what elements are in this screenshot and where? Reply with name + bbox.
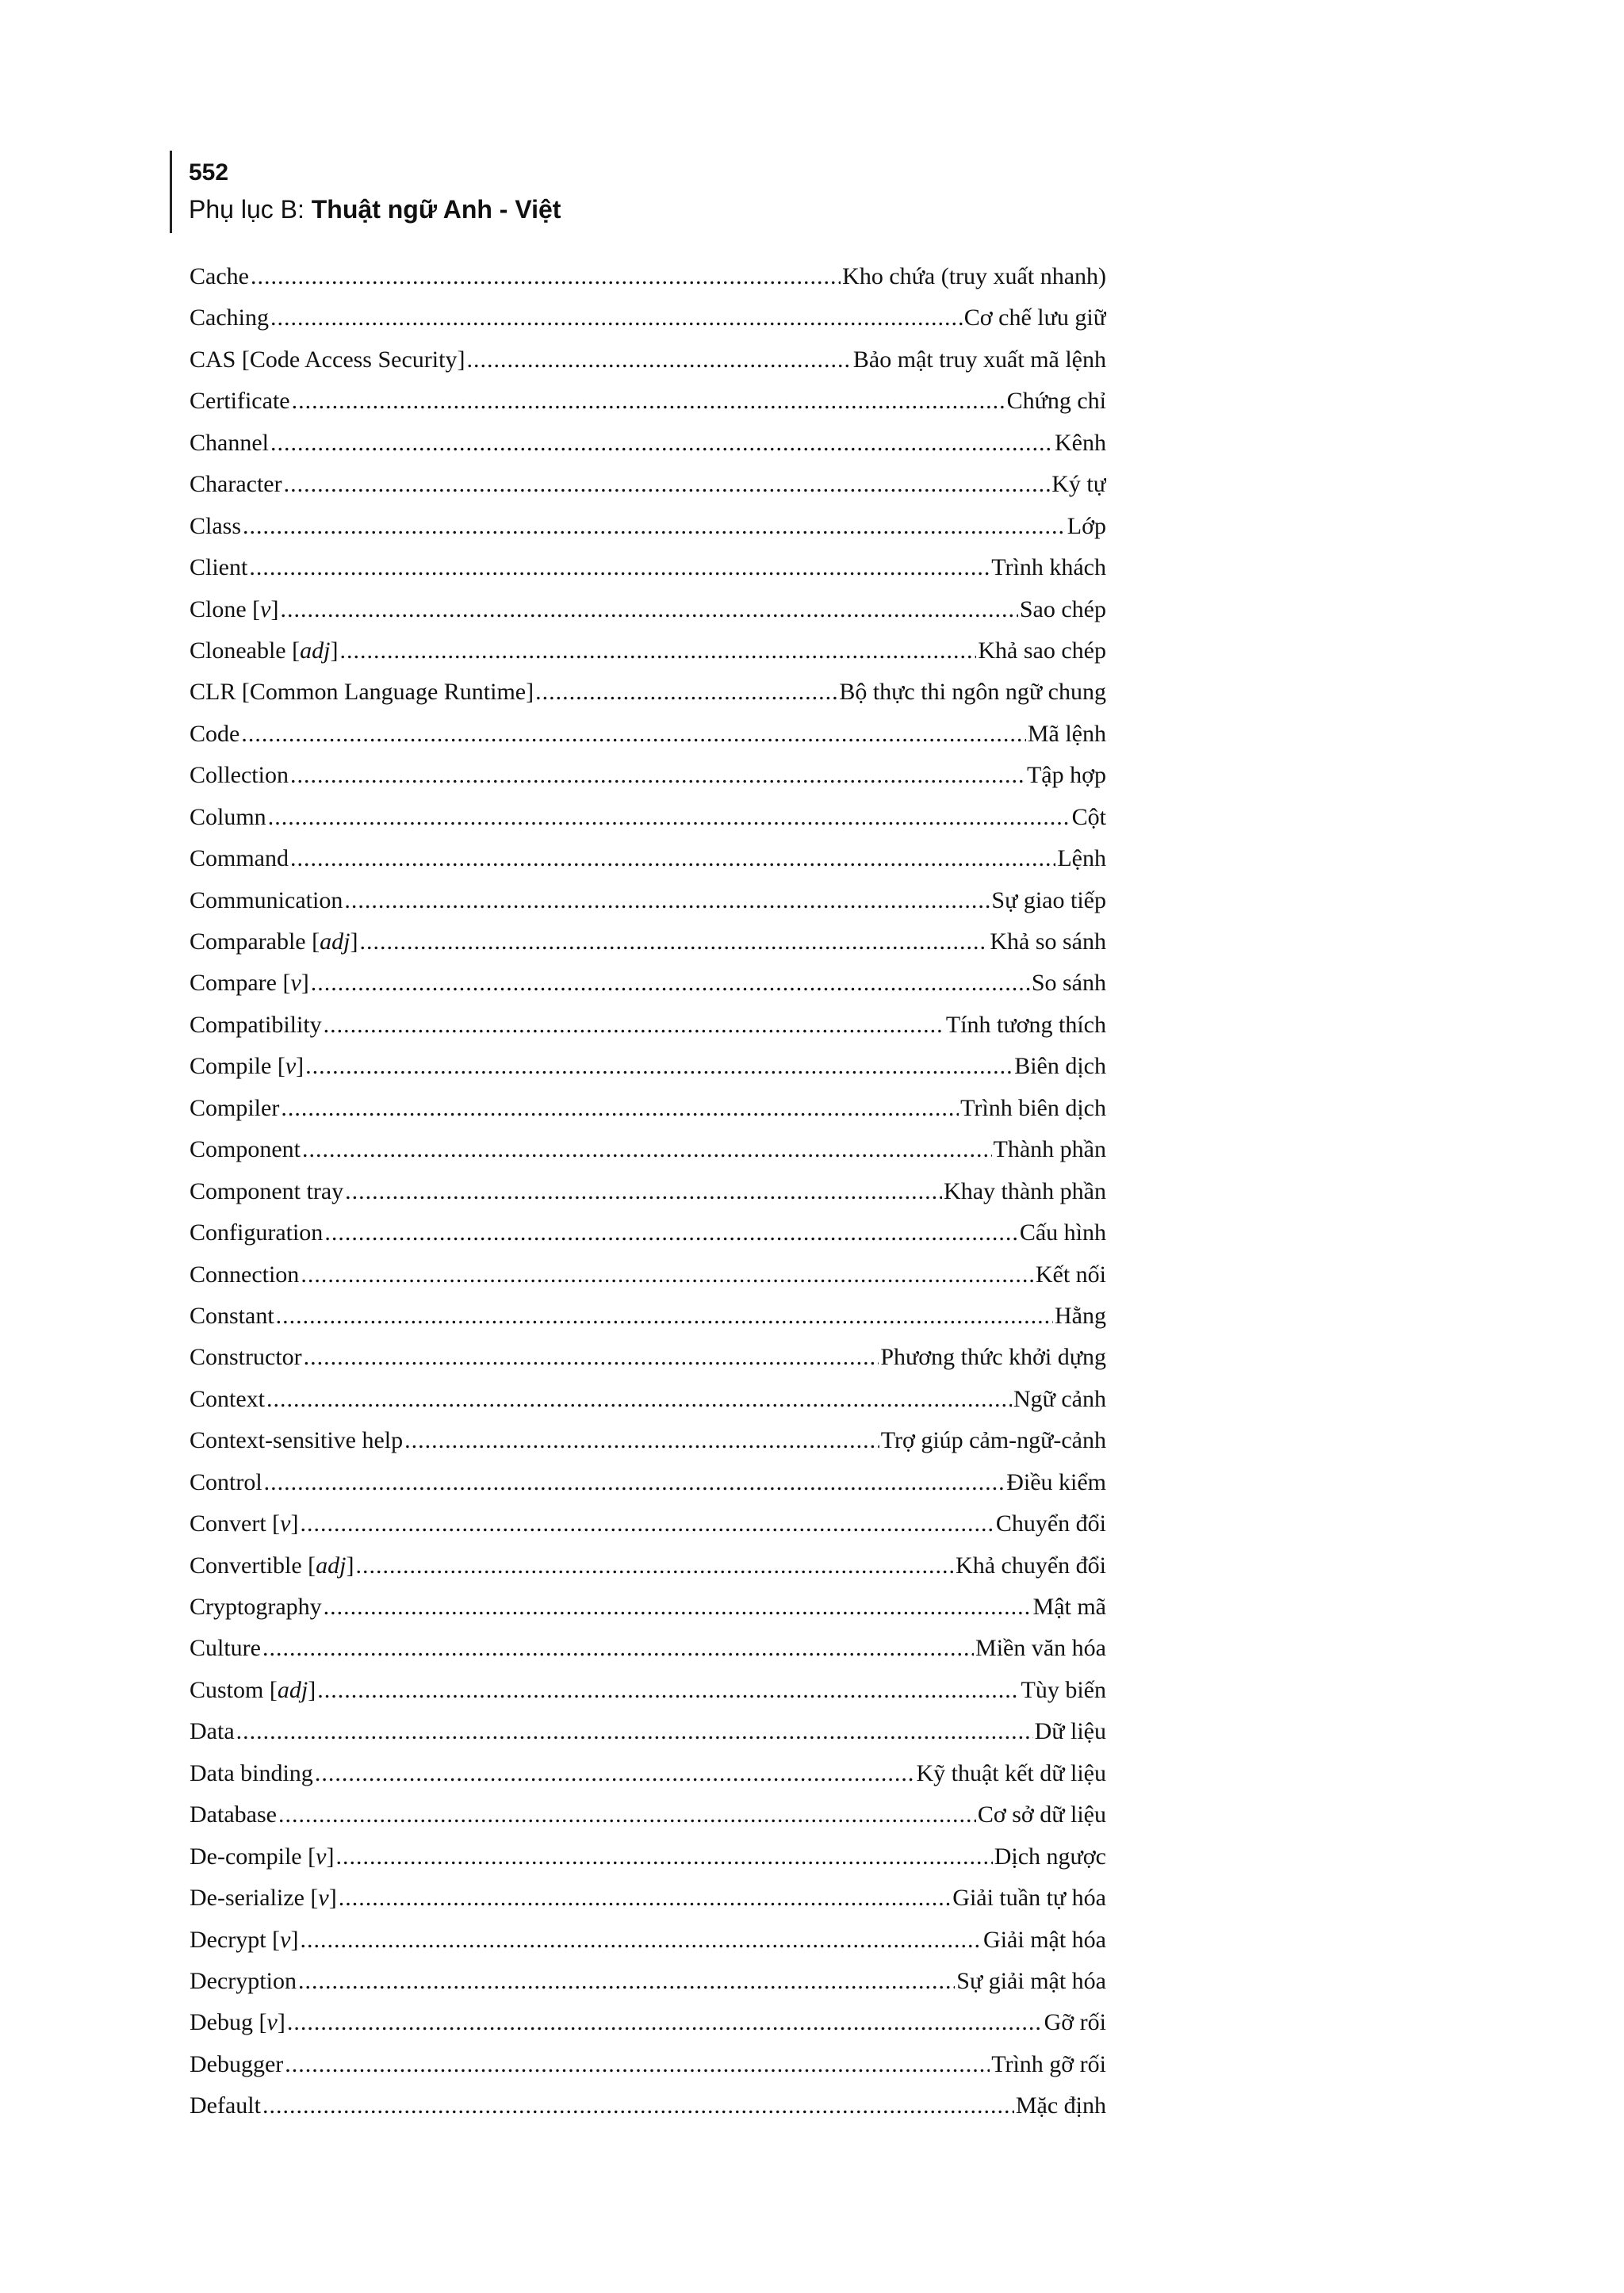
entry-term-text: Configuration — [190, 1219, 324, 1246]
header-rule — [170, 151, 172, 233]
entry-term — [190, 1337, 302, 1378]
entry-term — [190, 1254, 299, 1296]
dot-leader — [281, 589, 1018, 630]
entry-term-text: Custom — [190, 1676, 264, 1703]
glossary-entry — [190, 2002, 1106, 2043]
entry-term-text: De-compile — [190, 1843, 302, 1870]
entry-term: Cloneable [adj] — [190, 637, 339, 664]
entry-word-class: v — [260, 595, 271, 622]
entry-word-class: v — [280, 1510, 291, 1537]
entry-term-text: Code — [190, 720, 240, 747]
dot-leader — [270, 423, 1053, 464]
glossary-entry — [190, 1088, 1106, 1129]
entry-translation: Biên dịch — [1014, 1053, 1106, 1080]
entry-term — [190, 672, 534, 713]
entry-translation: Sự giải mật hóa — [956, 1967, 1106, 1994]
entry-translation: Miền văn hóa — [975, 1635, 1106, 1662]
glossary-entry — [190, 1171, 1106, 1212]
page-number: 552 — [189, 159, 229, 186]
glossary-entry — [190, 2044, 1106, 2085]
dot-leader — [251, 256, 841, 297]
glossary-entry — [190, 1628, 1106, 1669]
entry-term — [190, 1296, 274, 1337]
entry-translation: Lớp — [1067, 512, 1106, 539]
dot-leader — [262, 1628, 974, 1669]
glossary-entry — [190, 797, 1106, 838]
glossary-entry — [190, 589, 1106, 630]
glossary-entry — [190, 297, 1106, 339]
glossary-entry — [190, 381, 1106, 422]
glossary-entry — [190, 506, 1106, 547]
entry-term — [190, 714, 239, 755]
entry-translation: Lệnh — [1057, 845, 1106, 872]
entry-translation: Chứng chỉ — [1006, 388, 1106, 415]
dot-leader — [270, 297, 963, 339]
dot-leader — [241, 714, 1026, 755]
running-title — [189, 190, 561, 228]
entry-term: Compare [v] — [190, 970, 309, 997]
entry-translation: Dịch ngược — [994, 1843, 1106, 1870]
glossary-entry — [190, 1129, 1106, 1170]
glossary-entry — [190, 1462, 1106, 1503]
dot-leader — [324, 1212, 1018, 1254]
dot-leader — [466, 339, 851, 381]
entry-translation: Sự giao tiếp — [991, 886, 1106, 913]
entry-term-text: Cloneable — [190, 637, 286, 664]
entry-translation: Ngữ cảnh — [1013, 1385, 1106, 1412]
entry-translation: Mã lệnh — [1027, 720, 1106, 747]
dot-leader — [236, 1711, 1033, 1752]
entry-word-class: adj — [320, 928, 350, 955]
entry-term — [190, 838, 289, 879]
entry-translation: Trình gỡ rối — [991, 2050, 1106, 2077]
entry-term: Debug [v] — [190, 2009, 285, 2036]
appendix-label: Phụ lục B: — [189, 195, 312, 224]
glossary-entry — [190, 1920, 1106, 1961]
dot-leader — [264, 1462, 1005, 1503]
dot-leader — [315, 1753, 915, 1794]
entry-term — [190, 755, 289, 796]
entry-translation: Khả sao chép — [978, 637, 1106, 664]
entry-term-text: Context-sensitive help — [190, 1427, 404, 1454]
entry-term: De-compile [v] — [190, 1843, 335, 1870]
entry-term — [190, 1961, 297, 2002]
entry-term: Clone [v] — [190, 595, 279, 622]
entry-term-text: Debugger — [190, 2050, 284, 2077]
entry-term — [190, 1462, 262, 1503]
dot-leader — [290, 838, 1055, 879]
entry-term — [190, 256, 249, 297]
entry-translation: Trình biên dịch — [960, 1094, 1106, 1121]
dot-leader — [355, 1545, 954, 1587]
dot-leader — [344, 880, 990, 921]
glossary-entry — [190, 1711, 1106, 1752]
entry-translation: Khả chuyển đổi — [956, 1552, 1106, 1579]
entry-term-text: Cryptography — [190, 1594, 322, 1620]
entry-translation: Kênh — [1055, 429, 1106, 456]
glossary-entry — [190, 547, 1106, 588]
glossary-list — [190, 256, 1106, 2127]
glossary-entry — [190, 1836, 1106, 1878]
entry-term: Compile [v] — [190, 1053, 304, 1080]
glossary-entry — [190, 1046, 1106, 1087]
entry-translation: Phương thức khởi dựng — [880, 1344, 1106, 1371]
entry-term: Comparable [adj] — [190, 928, 358, 955]
entry-term-text: Decrypt — [190, 1926, 266, 1953]
entry-word-class: v — [318, 1885, 329, 1912]
dot-leader — [324, 1587, 1032, 1628]
entry-term-text: Debug — [190, 2009, 253, 2036]
entry-word-class: adj — [300, 637, 331, 664]
entry-translation: Bảo mật truy xuất mã lệnh — [852, 346, 1106, 373]
entry-translation: Điều kiểm — [1006, 1468, 1106, 1495]
dot-leader — [359, 921, 988, 963]
entry-translation: Trợ giúp cảm-ngữ-cảnh — [880, 1427, 1106, 1454]
entry-term — [190, 1711, 235, 1752]
entry-term — [190, 1005, 322, 1046]
entry-term-text: Component tray — [190, 1177, 344, 1204]
entry-term-text: Cache — [190, 263, 249, 289]
entry-term: Convertible [adj] — [190, 1552, 354, 1579]
dot-leader — [324, 1005, 944, 1046]
entry-translation: Kỹ thuật kết dữ liệu — [916, 1759, 1106, 1786]
glossary-entry — [190, 672, 1106, 713]
entry-term-text: Constructor — [190, 1344, 302, 1371]
entry-term — [190, 381, 290, 422]
entry-term-text: Control — [190, 1468, 262, 1495]
entry-term — [190, 1420, 403, 1461]
entry-term — [190, 423, 269, 464]
dot-leader — [304, 1337, 879, 1378]
appendix-title: Thuật ngữ Anh - Việt — [311, 195, 561, 224]
entry-translation: Tính tương thích — [945, 1011, 1106, 1038]
entry-word-class: v — [285, 1053, 297, 1080]
dot-leader — [302, 1129, 992, 1170]
entry-translation: Tập hợp — [1026, 762, 1106, 789]
entry-term — [190, 297, 269, 339]
entry-term-text: Clone — [190, 595, 247, 622]
glossary-entry — [190, 880, 1106, 921]
glossary-entry — [190, 1337, 1106, 1378]
glossary-entry — [190, 963, 1106, 1004]
entry-word-class: adj — [316, 1552, 347, 1579]
entry-term-text: Default — [190, 2092, 261, 2119]
entry-translation: Dữ liệu — [1034, 1718, 1106, 1745]
glossary-entry — [190, 1878, 1106, 1919]
glossary-entry — [190, 1296, 1106, 1337]
glossary-entry — [190, 256, 1106, 297]
entry-term — [190, 1088, 279, 1129]
dot-leader — [404, 1420, 879, 1461]
entry-translation: Gỡ rối — [1044, 2009, 1106, 2036]
entry-term-text: Data binding — [190, 1759, 313, 1786]
dot-leader — [262, 2085, 1014, 2126]
dot-leader — [301, 1254, 1034, 1296]
entry-term-text: Compatibility — [190, 1011, 322, 1038]
entry-translation: Chuyển đổi — [995, 1510, 1106, 1537]
entry-term-text: Column — [190, 803, 266, 830]
entry-term-text: Comparable — [190, 928, 306, 955]
glossary-entry — [190, 423, 1106, 464]
glossary-entry — [190, 1753, 1106, 1794]
dot-leader — [287, 2002, 1043, 2043]
entry-translation: Bộ thực thi ngôn ngữ chung — [839, 679, 1106, 706]
entry-translation: Tùy biến — [1021, 1676, 1106, 1703]
entry-word-class: v — [290, 970, 301, 997]
entry-term-text: Database — [190, 1801, 277, 1828]
glossary-entry — [190, 1212, 1106, 1254]
entry-term-text: Compare — [190, 970, 277, 997]
glossary-entry — [190, 1503, 1106, 1545]
entry-translation: Mặc định — [1015, 2092, 1106, 2119]
entry-term — [190, 1212, 323, 1254]
entry-translation: Cơ sở dữ liệu — [977, 1801, 1106, 1828]
entry-term — [190, 339, 465, 381]
entry-term — [190, 1587, 322, 1628]
entry-term-text: CLR [Common Language Runtime] — [190, 679, 534, 706]
entry-translation: Ký tự — [1051, 471, 1106, 498]
entry-word-class: v — [316, 1843, 327, 1870]
entry-term — [190, 1628, 261, 1669]
dot-leader — [298, 1961, 955, 2002]
entry-translation: Cấu hình — [1019, 1219, 1106, 1246]
entry-term-text: Compiler — [190, 1094, 280, 1121]
glossary-entry — [190, 1794, 1106, 1836]
glossary-entry — [190, 1670, 1106, 1711]
entry-translation: Khả so sánh — [990, 928, 1106, 955]
dot-leader — [278, 1794, 976, 1836]
entry-term-text: Convertible — [190, 1552, 302, 1579]
entry-term-text: Convert — [190, 1510, 266, 1537]
entry-term-text: Collection — [190, 762, 289, 789]
entry-term: De-serialize [v] — [190, 1885, 337, 1912]
entry-term-text: Decryption — [190, 1967, 297, 1994]
entry-term-text: Connection — [190, 1261, 300, 1288]
entry-translation: Khay thành phần — [944, 1177, 1106, 1204]
glossary-entry — [190, 714, 1106, 755]
entry-term-text: Class — [190, 512, 242, 539]
entry-term — [190, 797, 266, 838]
entry-translation: So sánh — [1031, 970, 1106, 997]
page-header — [189, 157, 561, 228]
glossary-entry — [190, 1005, 1106, 1046]
entry-term-text: CAS [Code Access Security] — [190, 346, 465, 373]
entry-term — [190, 880, 343, 921]
entry-term — [190, 1794, 277, 1836]
entry-term-text: De-serialize — [190, 1885, 304, 1912]
entry-translation: Mật mã — [1032, 1594, 1106, 1620]
entry-translation: Giải mật hóa — [983, 1926, 1106, 1953]
dot-leader — [285, 2044, 990, 2085]
entry-term — [190, 464, 282, 505]
entry-term-text: Certificate — [190, 388, 290, 415]
dot-leader — [339, 1878, 952, 1919]
entry-term — [190, 506, 241, 547]
entry-term: Convert [v] — [190, 1510, 299, 1537]
glossary-entry — [190, 630, 1106, 672]
glossary-entry — [190, 339, 1106, 381]
dot-leader — [276, 1296, 1053, 1337]
entry-term-text: Culture — [190, 1635, 261, 1662]
dot-leader — [243, 506, 1066, 547]
entry-term: Decrypt [v] — [190, 1926, 299, 1953]
entry-word-class: v — [266, 2009, 278, 2036]
entry-translation: Cột — [1071, 803, 1106, 830]
dot-leader — [249, 547, 990, 588]
entry-term — [190, 1171, 343, 1212]
glossary-entry — [190, 1254, 1106, 1296]
entry-word-class: v — [280, 1926, 291, 1953]
dot-leader — [266, 1379, 1012, 1420]
dot-leader — [284, 464, 1051, 505]
glossary-entry — [190, 2085, 1106, 2126]
glossary-entry — [190, 1379, 1106, 1420]
glossary-entry — [190, 1420, 1106, 1461]
glossary-entry — [190, 838, 1106, 879]
entry-term-text: Data — [190, 1718, 235, 1745]
dot-leader — [292, 381, 1005, 422]
glossary-entry — [190, 755, 1106, 796]
entry-term — [190, 1129, 301, 1170]
entry-term-text: Caching — [190, 304, 269, 331]
glossary-entry — [190, 464, 1106, 505]
entry-translation: Thành phần — [993, 1136, 1106, 1163]
entry-term — [190, 1753, 313, 1794]
glossary-entry — [190, 921, 1106, 963]
entry-term — [190, 547, 247, 588]
entry-translation: Hằng — [1055, 1302, 1106, 1329]
dot-leader — [290, 755, 1025, 796]
glossary-entry — [190, 1961, 1106, 2002]
entry-term-text: Context — [190, 1385, 265, 1412]
entry-term — [190, 2044, 283, 2085]
entry-term-text: Communication — [190, 886, 343, 913]
entry-term — [190, 2085, 261, 2126]
glossary-entry — [190, 1545, 1106, 1587]
entry-translation: Kết nối — [1035, 1261, 1106, 1288]
dot-leader — [268, 797, 1071, 838]
entry-translation: Kho chứa (truy xuất nhanh) — [842, 263, 1106, 289]
dot-leader — [300, 1503, 994, 1545]
entry-term: Custom [adj] — [190, 1676, 316, 1703]
entry-term-text: Character — [190, 471, 282, 498]
entry-term-text: Channel — [190, 429, 269, 456]
entry-translation: Sao chép — [1019, 595, 1106, 622]
dot-leader — [345, 1171, 942, 1212]
dot-leader — [317, 1670, 1019, 1711]
dot-leader — [311, 963, 1030, 1004]
dot-leader — [535, 672, 837, 713]
entry-term-text: Client — [190, 554, 248, 581]
dot-leader — [305, 1046, 1013, 1087]
entry-word-class: adj — [277, 1676, 308, 1703]
dot-leader — [300, 1920, 982, 1961]
entry-term-text: Component — [190, 1136, 301, 1163]
entry-translation: Giải tuần tự hóa — [952, 1885, 1106, 1912]
dot-leader — [335, 1836, 992, 1878]
entry-term-text: Constant — [190, 1302, 274, 1329]
dot-leader — [339, 630, 976, 672]
entry-translation: Trình khách — [991, 554, 1106, 581]
entry-translation: Cơ chế lưu giữ — [963, 304, 1106, 331]
glossary-entry — [190, 1587, 1106, 1628]
entry-term — [190, 1379, 265, 1420]
dot-leader — [281, 1088, 959, 1129]
entry-term-text: Command — [190, 845, 289, 872]
entry-term-text: Compile — [190, 1053, 272, 1080]
